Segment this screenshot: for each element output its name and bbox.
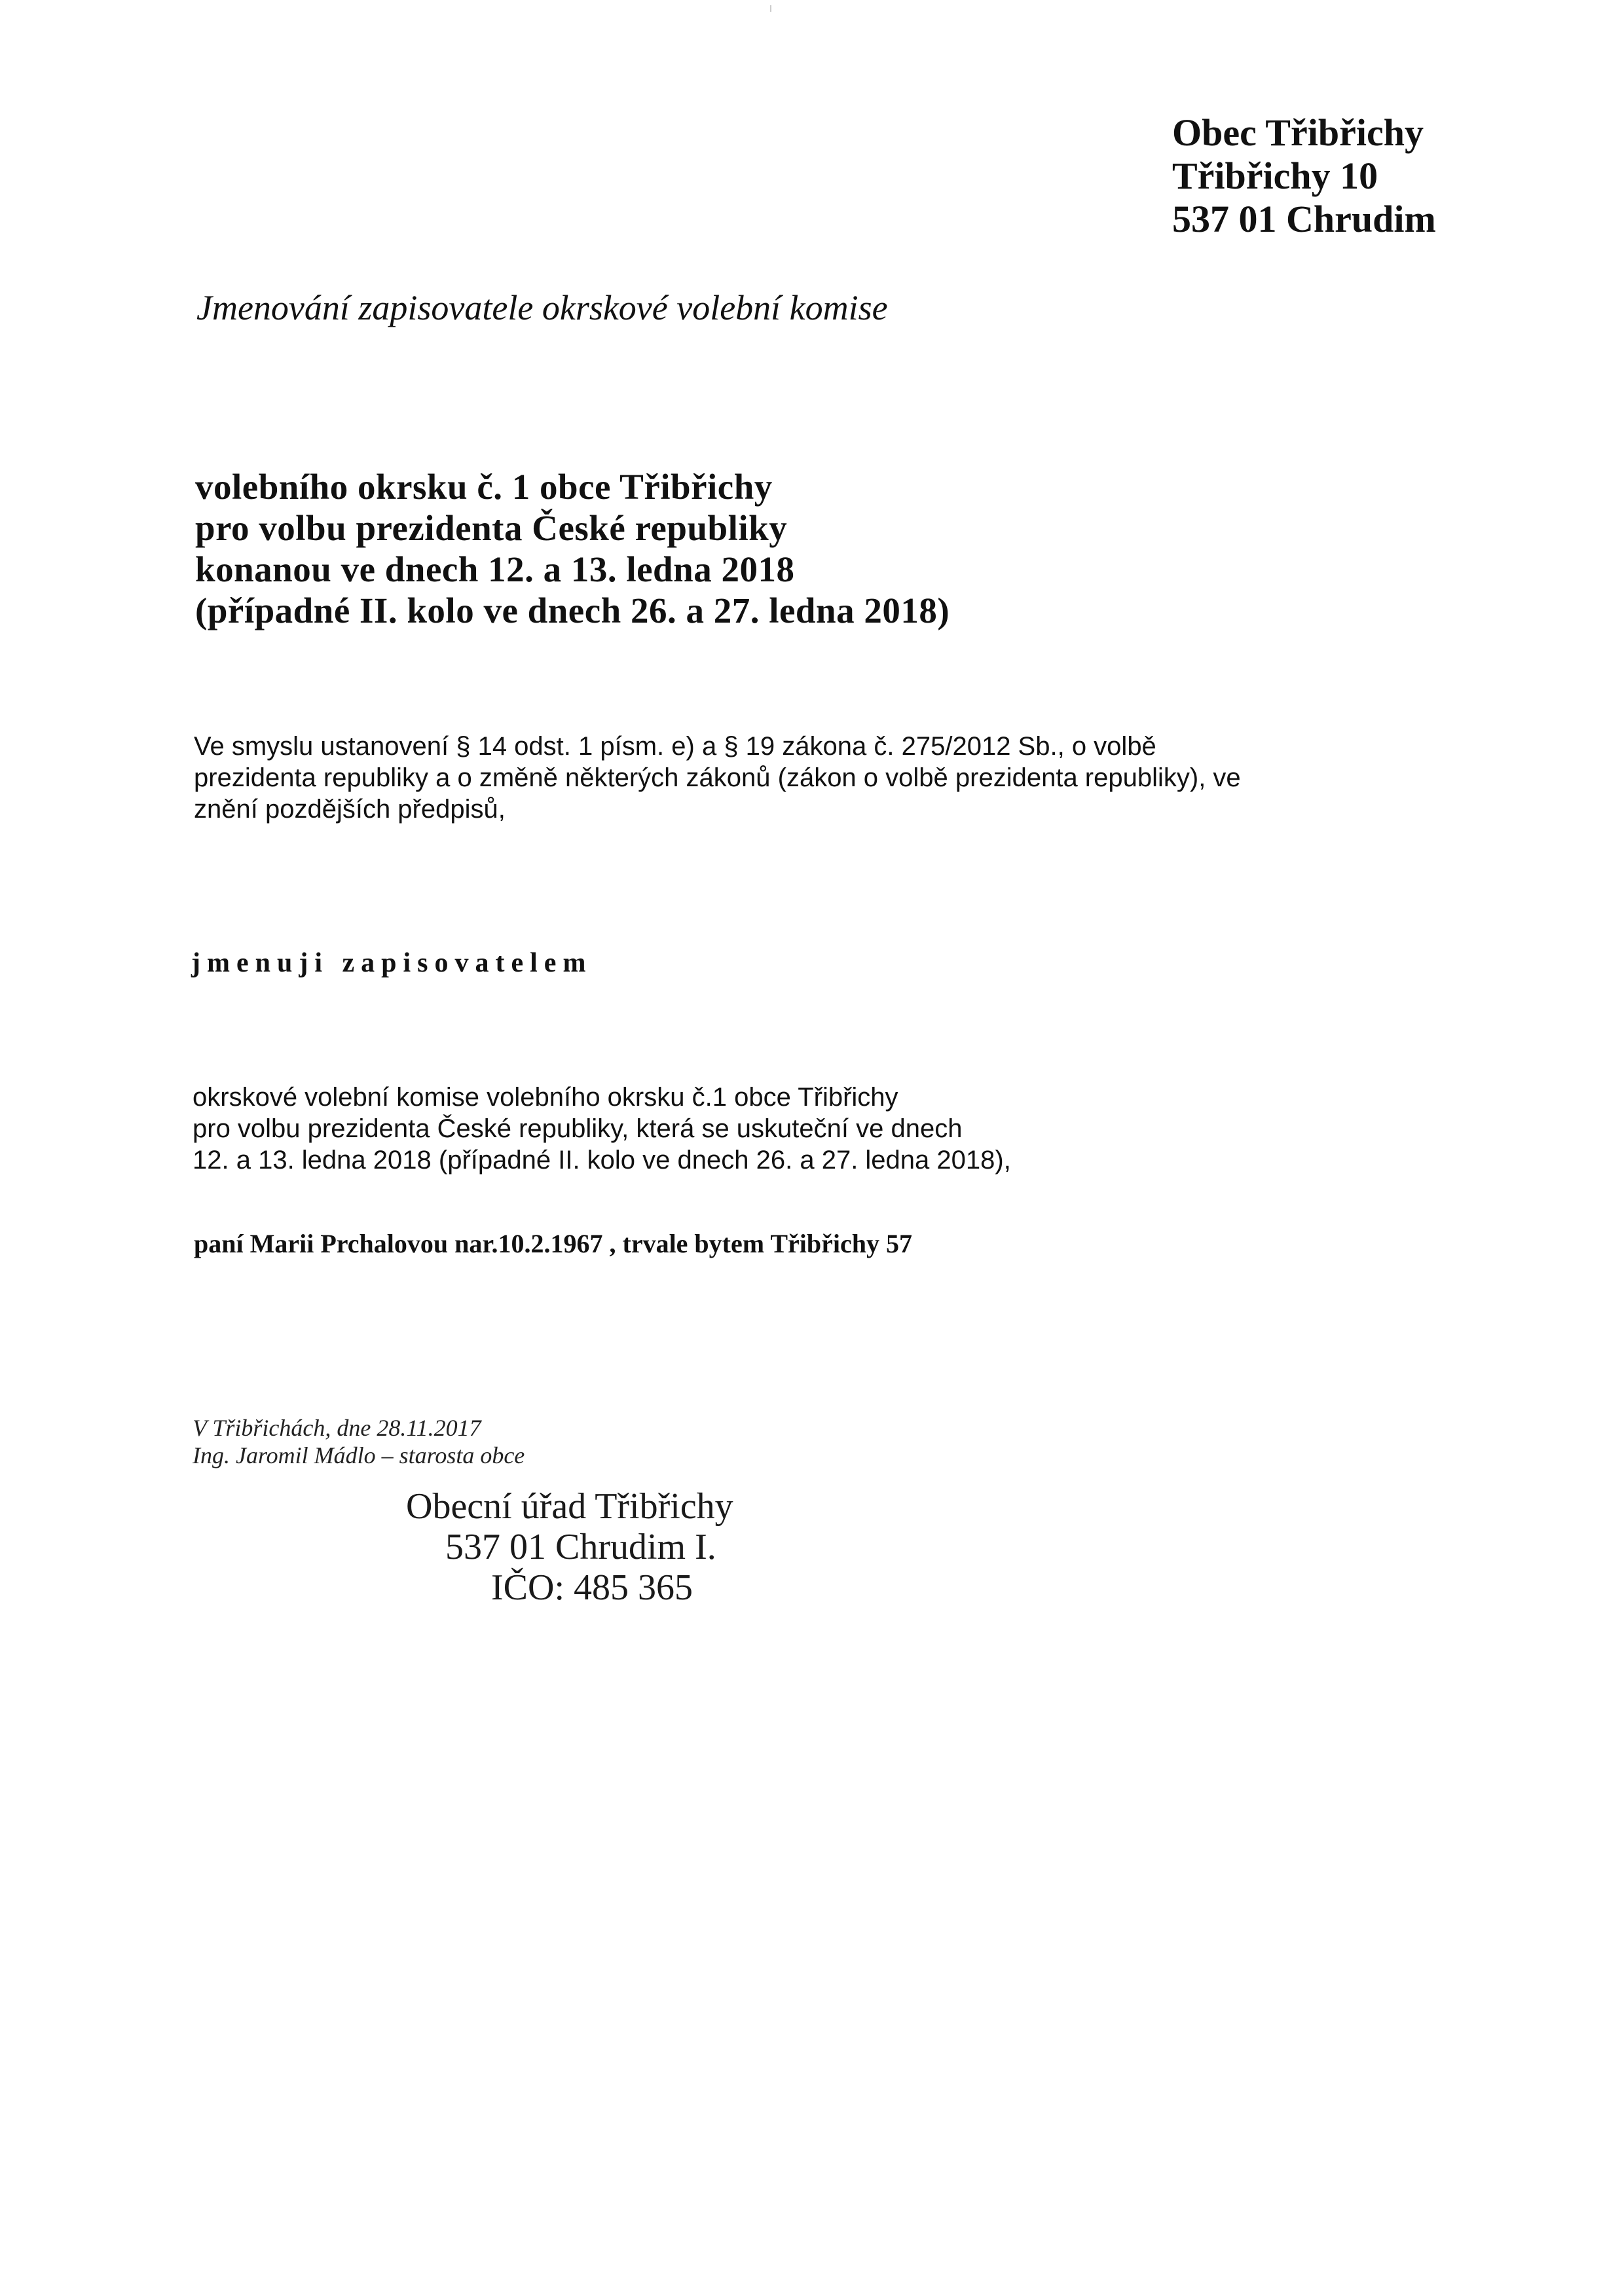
subject-line-2: pro volbu prezidenta České republiky xyxy=(195,508,788,548)
subject-line-3: konanou ve dnech 12. a 13. ledna 2018 xyxy=(195,549,795,589)
legal-basis-line-3: znění pozdějších předpisů, xyxy=(194,795,506,824)
office-stamp xyxy=(406,1486,733,1608)
stamp-line-3: IČO: 485 365 xyxy=(491,1567,693,1608)
subject-block xyxy=(195,466,950,631)
place-date: V Třibřichách, dne 28.11.2017 xyxy=(193,1415,481,1441)
municipality-address xyxy=(1172,111,1436,241)
address-line-1: Obec Třibřichy xyxy=(1172,111,1424,154)
scope-line-3: 12. a 13. ledna 2018 (případné II. kolo ve dnech 26. a 27. ledna 2018), xyxy=(193,1146,1011,1175)
address-line-2: Třibřichy 10 xyxy=(1172,155,1378,197)
stamp-line-1: Obecní úřad Třibřichy xyxy=(406,1486,733,1527)
scope-line-1: okrskové volební komise volebního okrsku č.1 obce Třibřichy xyxy=(193,1083,898,1112)
signature-block xyxy=(193,1414,525,1469)
appointee-line: paní Marii Prchalovou nar.10.2.1967 , trvale bytem Třibřichy 57 xyxy=(194,1229,913,1258)
subject-line-1: volebního okrsku č. 1 obce Třibřichy xyxy=(195,467,773,507)
scan-mark xyxy=(770,5,771,12)
appointment-heading: jmenuji zapisovatelem xyxy=(191,948,593,978)
scope-line-2: pro volbu prezidenta České republiky, která se uskuteční ve dnech xyxy=(193,1114,963,1143)
stamp-line-2: 537 01 Chrudim I. xyxy=(445,1527,716,1567)
legal-basis-paragraph xyxy=(194,731,1241,825)
document-title: Jmenování zapisovatele okrskové volební komise xyxy=(196,288,888,327)
scope-paragraph xyxy=(193,1082,1011,1176)
signatory: Ing. Jaromil Mádlo – starosta obce xyxy=(193,1442,525,1468)
address-line-3: 537 01 Chrudim xyxy=(1172,198,1436,240)
legal-basis-line-2: prezidenta republiky a o změně některých zákonů (zákon o volbě prezidenta republiky), ve xyxy=(194,763,1241,792)
subject-line-4: (případné II. kolo ve dnech 26. a 27. ledna 2018) xyxy=(195,591,950,630)
legal-basis-line-1: Ve smyslu ustanovení § 14 odst. 1 písm. e) a § 19 zákona č. 275/2012 Sb., o volbě xyxy=(194,732,1156,761)
